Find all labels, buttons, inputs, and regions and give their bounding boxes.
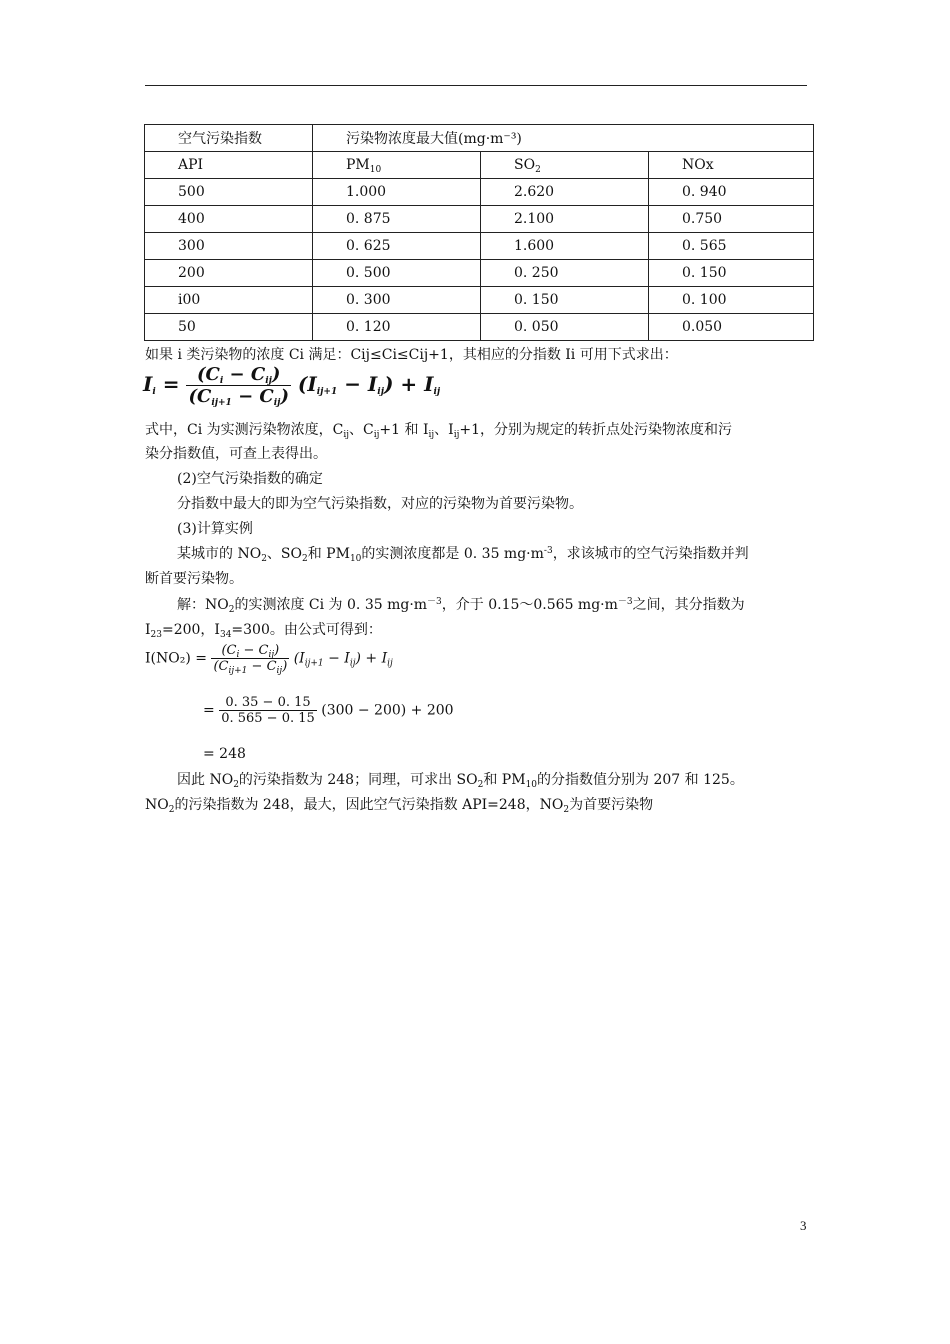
table-row — [145, 206, 814, 233]
table-row — [145, 233, 814, 260]
paragraph-solution: 解：$NO_2$的实测浓度 Ci 为 0. 35 $mg\cdot m^{-3}$，介于 0.15～0.565 $mg\cdot m^{-3}$之间，其分指数为 — [177, 597, 745, 615]
table-row — [145, 260, 814, 287]
api-table — [144, 124, 814, 341]
table-cell: 400 — [145, 206, 313, 233]
table-cell: 0. 875 — [313, 206, 481, 233]
paragraph-definition: 式中，Ci 为实测污染物浓度，$C_{ij}$、$C_{ij}+1$ 和 $I_{ij}$、$I_{ij}+1$，分别为规定的转折点处污染物浓度和污 — [145, 422, 733, 440]
index-formula: $I_i$ = $\frac{(C_i - C_{ij})}{(C_{ij+1} - C_{ij})}$ $(I_{ij+1} - I_{ij}) + I_{ij}$ — [143, 364, 441, 408]
table-cell: 200 — [145, 260, 313, 287]
table-row — [145, 179, 814, 206]
table-cell: 0. 120 — [313, 314, 481, 341]
table-cell: 0. 250 — [481, 260, 649, 287]
table-row — [145, 287, 814, 314]
table-subheader-row — [145, 152, 814, 179]
table-cell: 300 — [145, 233, 313, 260]
table-cell: 0. 500 — [313, 260, 481, 287]
table-cell: 0. 625 — [313, 233, 481, 260]
table-cell: 0. 100 — [649, 287, 814, 314]
table-cell: $SO_2$ — [481, 152, 649, 179]
table-cell: 2.620 — [481, 179, 649, 206]
paragraph-definition-cont: 染分指数值，可查上表得出。 — [145, 446, 327, 462]
table-cell: NOx — [649, 152, 814, 179]
table-cell: 0. 940 — [649, 179, 814, 206]
calc-result: = 248 — [203, 746, 246, 762]
table-row — [145, 314, 814, 341]
table-header-row — [145, 125, 814, 152]
table-cell: 0.750 — [649, 206, 814, 233]
table-cell: $PM_{10}$ — [313, 152, 481, 179]
table-cell: API — [145, 152, 313, 179]
paragraph-example-cont: 断首要污染物。 — [145, 571, 243, 587]
table-cell: 0. 150 — [481, 287, 649, 314]
table-cell: 1.000 — [313, 179, 481, 206]
table-cell: 1.600 — [481, 233, 649, 260]
table-header-api: 空气污染指数 — [145, 125, 313, 152]
table-cell: i00 — [145, 287, 313, 314]
table-cell: 0. 300 — [313, 287, 481, 314]
header-rule — [145, 85, 807, 86]
calc-formula-line2: = $\frac{0. 35 - 0. 15}{0. 565 - 0. 15}$ (300 − 200) + 200 — [203, 695, 454, 726]
table-header-concentration: 污染物浓度最大值(mg·m⁻³) — [313, 125, 814, 152]
watermark — [728, 1284, 918, 1318]
table-cell: 0.050 — [649, 314, 814, 341]
paragraph-api-determination: 分指数中最大的即为空气污染指数，对应的污染物为首要污染物。 — [177, 496, 583, 512]
calc-formula-line1: I(NO₂) = $\frac{(C_i - C_{ij})}{(C_{ij+1} - C_{ij})}$ $(I_{ij+1} - I_{ij}) + I_{ij}$ — [145, 643, 393, 676]
table-cell: 0. 050 — [481, 314, 649, 341]
page-number: 3 — [800, 1218, 807, 1233]
paragraph-condition: 如果 i 类污染物的浓度 Ci 满足：Cij≤Ci≤Cij+1，其相应的分指数 Ii 可用下式求出： — [145, 347, 678, 363]
paragraph-solution-cont: $I_{23}=200$，$I_{34}=300$。由公式可得到： — [145, 622, 382, 640]
table-cell: 2.100 — [481, 206, 649, 233]
paragraph-conclusion-cont: $NO_2$的污染指数为 248，最大，因此空气污染指数 API=248，$NO_2$为首要污染物 — [145, 797, 654, 815]
paragraph-conclusion: 因此 $NO_2$的污染指数为 248；同理，可求出 $SO_2$和 $PM_{10}$的分指数值分别为 207 和 125。 — [177, 772, 744, 790]
table-cell: 50 — [145, 314, 313, 341]
table-cell: 0. 150 — [649, 260, 814, 287]
paragraph-example: 某城市的 $NO_2$、$SO_2$和 $PM_{10}$的实测浓度都是 0. 35 $mg\cdot m^{-3}$，求该城市的空气污染指数并判 — [177, 546, 749, 564]
section-heading-3: (3)计算实例 — [177, 521, 253, 537]
section-heading-2: (2)空气污染指数的确定 — [177, 471, 323, 487]
table-cell: 0. 565 — [649, 233, 814, 260]
table-cell: 500 — [145, 179, 313, 206]
